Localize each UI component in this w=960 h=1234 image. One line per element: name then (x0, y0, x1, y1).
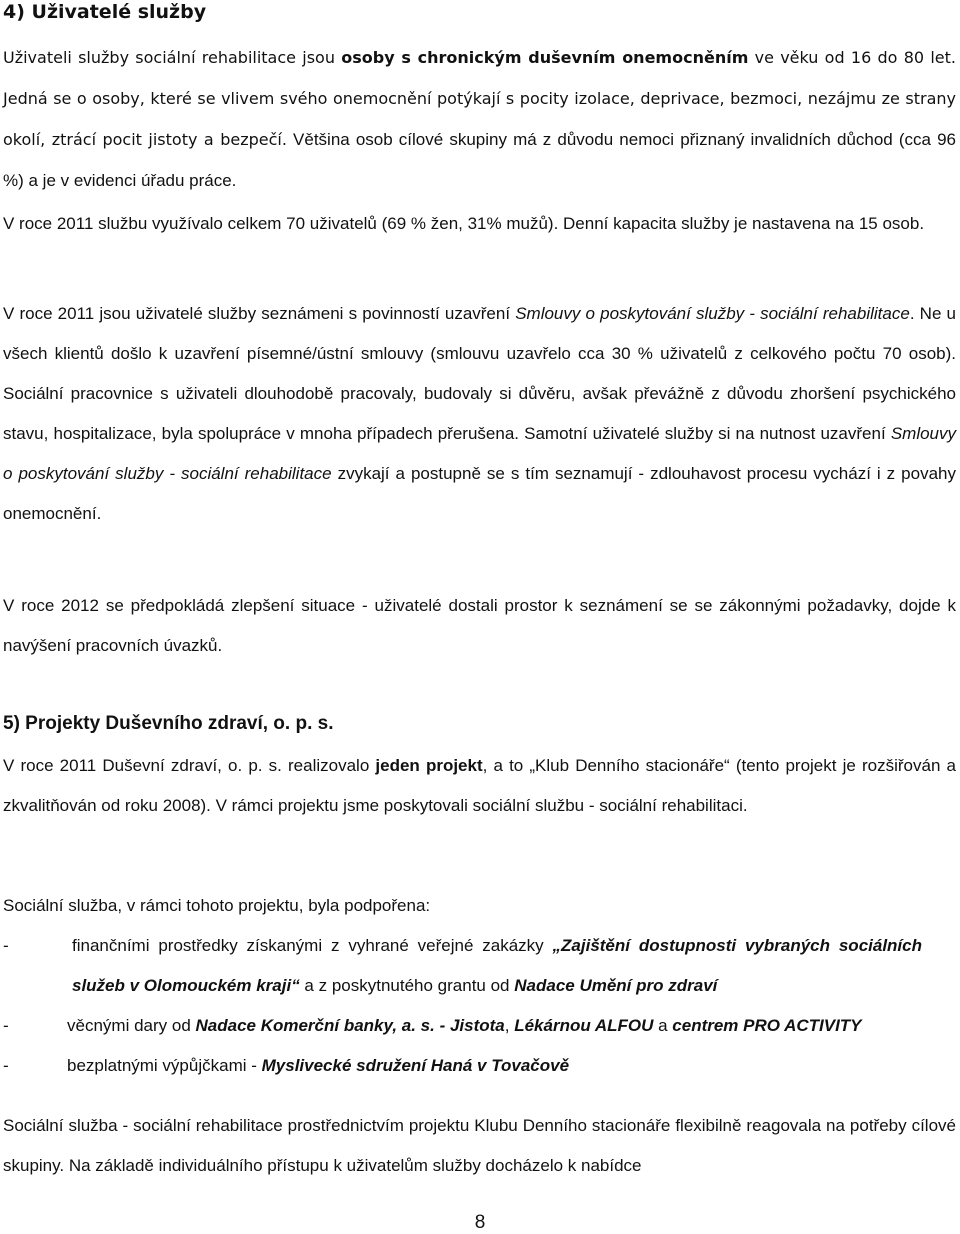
section-4-paragraph-3 (3, 294, 956, 534)
text-run: věcnými dary od (67, 1016, 196, 1035)
bold-run: jeden projekt (375, 756, 483, 775)
list-dash: - (3, 1056, 9, 1075)
text-run: bezplatnými výpůjčkami - (67, 1056, 262, 1075)
bold-italic-run: Nadace Komerční banky, a. s. - Jistota (195, 1016, 505, 1035)
bold-italic-run: centrem PRO ACTIVITY (672, 1016, 862, 1035)
list-item-text (72, 926, 922, 1006)
section-5-paragraph-2: Sociální služba, v rámci tohoto projektu, byla podpořena: (3, 896, 431, 915)
bold-italic-run: „Zajištění dostupnosti vybraných sociálních služeb v Olomouckém kraji“ (72, 936, 922, 995)
section-5-paragraph-1 (3, 746, 956, 826)
text-run: a z poskytnutého grantu od (299, 976, 515, 995)
section-4-paragraph-2: V roce 2011 službu využívalo celkem 70 uživatelů (69 % žen, 31% mužů). Denní kapacita služby je nastavena na 15 osob. (3, 214, 925, 233)
text-run: a (653, 1016, 673, 1035)
text-run: zvykají a postupně se s tím seznamují - zdlouhavost procesu vychází i z povahy onemocnění. (3, 464, 956, 523)
section-5-paragraph-3: Sociální služba - sociální rehabilitace prostřednictvím projektu Klubu Denního stacionáře flexibilně reagovala na potřeby cílové skupiny. Na základě individuálního přístupu k uživatelům služby docházelo k nabídce (3, 1116, 956, 1175)
page-number: 8 (474, 1212, 486, 1233)
text-run: , (504, 1016, 515, 1035)
bold-italic-run: Lékárnou ALFOU (514, 1016, 654, 1035)
bold-italic-run: Nadace Umění pro zdraví (514, 976, 718, 995)
list-dash: - (3, 1016, 9, 1035)
list-item-text (67, 1006, 957, 1046)
italic-run: Smlouvy o poskytování služby - sociální rehabilitace (3, 424, 956, 483)
bold-italic-run: Myslivecké sdružení Haná v Tovačově (261, 1056, 570, 1075)
list-dash: - (3, 936, 9, 955)
text-run: Uživateli služby sociální rehabilitace jsou (3, 48, 342, 67)
section-4-heading: 4) Uživatelé služby (3, 1, 207, 23)
text-run: , a to „Klub Denního stacionáře“ (tento projekt je rozšiřován a zkvalitňován od roku 2008). V rámci projektu jsme poskytovali sociální službu - sociální rehabilitaci. (3, 756, 956, 815)
text-run: Většina osob cílové skupiny má z důvodu nemoci přiznaný invalidních důchod (cca 96 %) a je v evidenci úřadu práce. (3, 130, 956, 190)
section-4-paragraph-4: V roce 2012 se předpokládá zlepšení situace - uživatelé dostali prostor k seznámení se se zákonnými požadavky, dojde k navýšení pracovních úvazků. (3, 596, 956, 655)
text-run: . Ne u všech klientů došlo k uzavření písemné/ústní smlouvy (smlouvu uzavřelo cca 30 % uživatelů z celkového počtu 70 osob). Sociální pracovnice s uživateli dlouhodobě pracovaly, budovaly si důvěru, avšak převážně z důvodu zhoršení psychického stavu, hospitalizace, byla spolupráce v mnoha případech přerušena. Samotní uživatelé služby si na nutnost uzavření (3, 304, 956, 443)
section-5-heading: 5) Projekty Duševního zdraví, o. p. s. (3, 713, 334, 734)
text-run: V roce 2011 Duševní zdraví, o. p. s. realizovalo (3, 756, 376, 775)
text-run: ve věku od 16 do 80 let. Jedná se o osoby, které se vlivem svého onemocnění potýkají s pocity izolace, deprivace, bezmoci, nezájmu ze strany okolí, ztrácí pocit jistoty a bezpečí. (3, 48, 956, 149)
italic-run: Smlouvy o poskytování služby - sociální rehabilitace (515, 304, 910, 323)
section-4-paragraph-1 (3, 37, 956, 201)
list-item-text (67, 1046, 957, 1086)
text-run: V roce 2011 jsou uživatelé služby seznámeni s povinností uzavření (3, 304, 516, 323)
bold-run: osoby s chronickým duševním onemocněním (341, 48, 749, 67)
text-run: finančními prostředky získanými z vyhrané veřejné zakázky (72, 936, 553, 955)
